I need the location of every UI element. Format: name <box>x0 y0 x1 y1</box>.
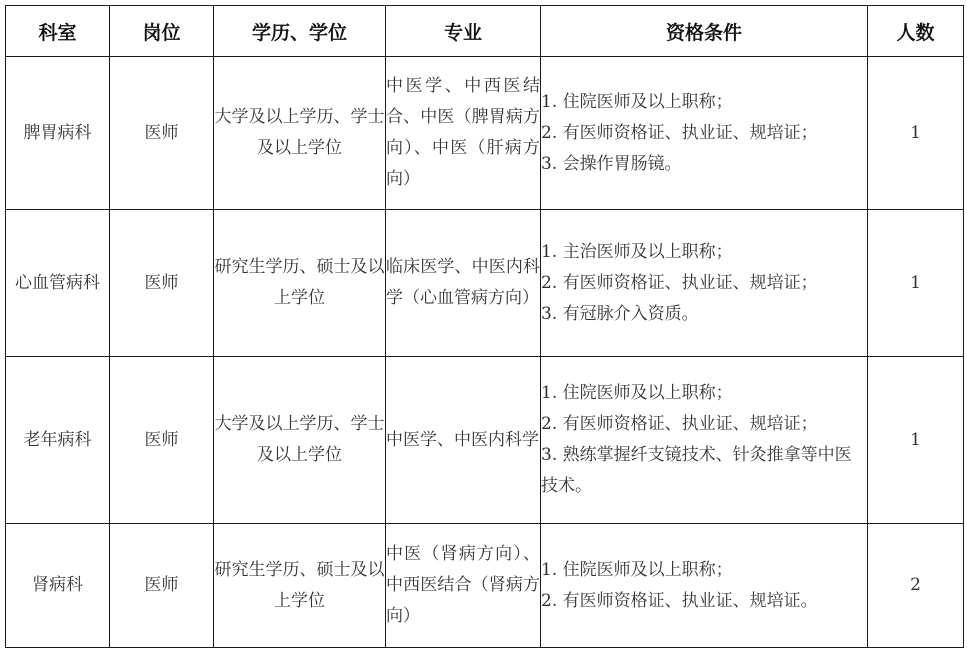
requirement-item: 1. 主治医师及以上职称； <box>541 241 733 262</box>
table-row <box>6 57 964 210</box>
position-cell: 医师 <box>110 524 214 648</box>
table-row <box>6 357 964 524</box>
count-cell: 1 <box>868 357 964 524</box>
requirements-cell <box>541 210 868 357</box>
header-count: 人数 <box>868 6 964 57</box>
education-cell: 大学及以上学历、学士及以上学位 <box>214 357 386 524</box>
requirement-item: 3. 熟练掌握纤支镜技术、针灸推拿等中医技术。 <box>541 445 852 496</box>
department-cell: 肾病科 <box>6 524 110 648</box>
table-row <box>6 524 964 648</box>
position-cell: 医师 <box>110 357 214 524</box>
requirement-item: 2. 有医师资格证、执业证、规培证。 <box>541 590 818 611</box>
requirement-item: 3. 会操作胃肠镜。 <box>541 153 682 174</box>
header-department: 科室 <box>6 6 110 57</box>
major-cell: 临床医学、中医内科学（心血管病方向） <box>386 210 541 357</box>
department-cell: 心血管病科 <box>6 210 110 357</box>
header-position: 岗位 <box>110 6 214 57</box>
education-cell: 研究生学历、硕士及以上学位 <box>214 210 386 357</box>
requirement-item: 1. 住院医师及以上职称； <box>541 559 733 580</box>
education-cell: 研究生学历、硕士及以上学位 <box>214 524 386 648</box>
department-cell: 老年病科 <box>6 357 110 524</box>
requirement-item: 2. 有医师资格证、执业证、规培证； <box>541 414 818 434</box>
requirements-cell <box>541 357 868 524</box>
count-cell: 2 <box>868 524 964 648</box>
major-cell: 中医（肾病方向）、中西医结合（肾病方向） <box>386 524 541 648</box>
count-cell: 1 <box>868 210 964 357</box>
requirements-cell <box>541 524 868 648</box>
header-education: 学历、学位 <box>214 6 386 57</box>
department-cell: 脾胃病科 <box>6 57 110 210</box>
position-cell: 医师 <box>110 57 214 210</box>
recruitment-table <box>5 5 964 648</box>
requirement-item: 2. 有医师资格证、执业证、规培证； <box>541 272 818 293</box>
major-cell: 中医学、中西医结合、中医（脾胃病方向）、中医（肝病方向） <box>386 57 541 210</box>
major-cell: 中医学、中医内科学 <box>386 357 541 524</box>
requirements-cell <box>541 57 868 210</box>
table-row <box>6 210 964 357</box>
position-cell: 医师 <box>110 210 214 357</box>
count-cell: 1 <box>868 57 964 210</box>
requirement-item: 1. 住院医师及以上职称； <box>541 91 733 112</box>
requirement-item: 2. 有医师资格证、执业证、规培证； <box>541 122 818 143</box>
education-cell: 大学及以上学历、学士及以上学位 <box>214 57 386 210</box>
header-row <box>6 6 964 57</box>
header-requirements: 资格条件 <box>541 6 868 57</box>
header-major: 专业 <box>386 6 541 57</box>
requirement-item: 1. 住院医师及以上职称； <box>541 383 733 403</box>
requirement-item: 3. 有冠脉介入资质。 <box>541 303 699 324</box>
